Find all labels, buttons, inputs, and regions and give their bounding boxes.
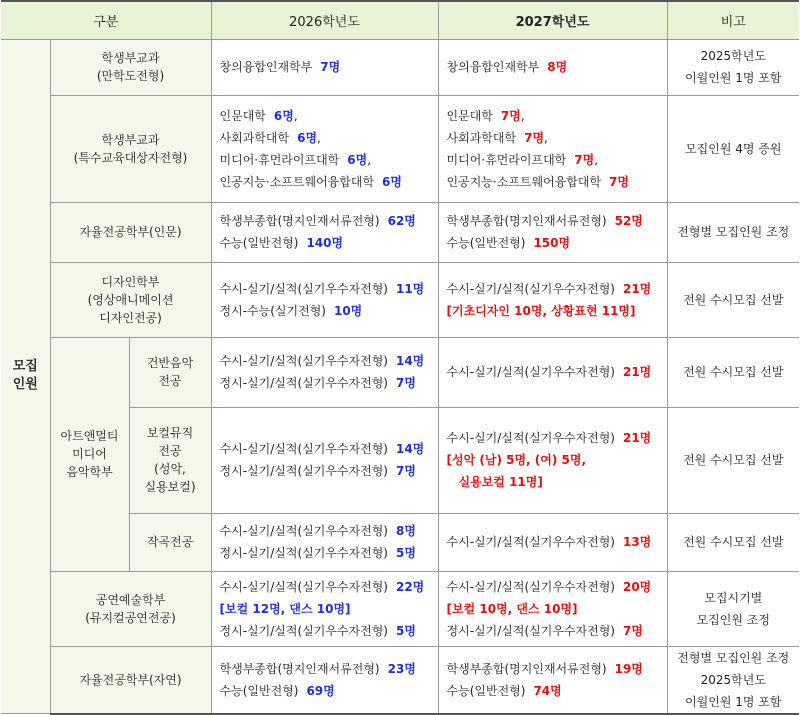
entry-text: 수시-실기/실적(실기우수자전형) bbox=[446, 281, 615, 296]
entry-count: 19명 bbox=[614, 661, 643, 676]
entry-text: 수능(일반전형) bbox=[446, 236, 526, 250]
entry-count: 7명 bbox=[622, 623, 643, 638]
row-label bbox=[50, 202, 211, 262]
table-row bbox=[1, 202, 799, 262]
entry-line bbox=[220, 149, 430, 171]
text-line: (특수교육대상자전형) bbox=[73, 150, 188, 165]
entry-count: 140명 bbox=[306, 236, 344, 250]
entry-text: 정시-실기/실적(실기우수자전형) bbox=[446, 623, 615, 638]
entry-count: 6명 bbox=[297, 130, 318, 145]
text-line: 2025학년도 bbox=[700, 49, 766, 63]
text-line: 전원 수시모집 선발 bbox=[683, 535, 784, 549]
entry-count: 69명 bbox=[306, 683, 335, 698]
entry-text: 정시-실기/실적(실기우수자전형) bbox=[219, 623, 388, 638]
entry-count: 23명 bbox=[387, 661, 416, 676]
row-label bbox=[129, 407, 211, 513]
entry-text: 수시-실기/실적(실기우수자전형) bbox=[219, 442, 388, 456]
text-line: 자율전공학부(자연) bbox=[79, 672, 182, 687]
entry-count: 22명 bbox=[395, 579, 425, 594]
cell-2026 bbox=[211, 202, 438, 262]
header-2027: 2027학년도 bbox=[438, 1, 667, 39]
text-line: 전원 수시모집 선발 bbox=[683, 292, 784, 307]
admission-comparison-table bbox=[1, 0, 799, 715]
note-cell bbox=[667, 571, 799, 646]
entry-text: 수능(일반전형) bbox=[446, 683, 526, 698]
entry-count: 150명 bbox=[533, 236, 571, 250]
text-line: 보컬뮤직 bbox=[146, 426, 194, 440]
entry-count: 6명 bbox=[347, 152, 368, 167]
text-line: 이월인원 1명 포함 bbox=[685, 694, 782, 709]
cell-2027 bbox=[438, 262, 667, 337]
entry-line bbox=[220, 620, 430, 642]
entry-line bbox=[447, 278, 659, 300]
entry-count: 실용보컬 11명] bbox=[458, 475, 543, 489]
entry-line bbox=[447, 127, 659, 149]
entry-line bbox=[447, 171, 659, 193]
text-line: 디자인학부 bbox=[101, 274, 160, 289]
cell-2027 bbox=[438, 646, 667, 714]
entry-count: 14명 bbox=[395, 442, 425, 456]
entry-count: 6명 bbox=[382, 174, 402, 189]
entry-count: 6명 bbox=[273, 108, 294, 123]
row-label bbox=[129, 513, 211, 571]
cell-2027 bbox=[438, 337, 667, 407]
entry-text: 창의융합인재학부 bbox=[219, 60, 313, 74]
entry-line bbox=[447, 576, 659, 598]
entry-count: 7명 bbox=[574, 152, 595, 167]
entry-text: 수시-실기/실적(실기우수자전형) bbox=[219, 281, 388, 296]
entry-count: 7명 bbox=[320, 60, 341, 74]
entry-line bbox=[220, 542, 430, 564]
entry-line bbox=[447, 300, 659, 322]
text-line: (성악, bbox=[154, 462, 186, 476]
entry-text: 사회과학대학 bbox=[219, 130, 290, 145]
row-label bbox=[50, 646, 211, 714]
text-line: 모집인원 4명 증원 bbox=[685, 141, 782, 156]
entry-line bbox=[220, 658, 430, 680]
entry-text: 수능(일반전형) bbox=[219, 236, 299, 250]
row-label bbox=[50, 39, 211, 95]
header-2026: 2026학년도 bbox=[211, 1, 438, 39]
entry-count: 20명 bbox=[622, 579, 652, 594]
entry-line bbox=[447, 427, 659, 449]
cell-2026 bbox=[211, 95, 438, 202]
entry-count: 13명 bbox=[622, 535, 652, 549]
entry-line bbox=[220, 300, 430, 322]
entry-text: 학생부종합(명지인재서류전형) bbox=[219, 214, 380, 228]
text-line: 이월인원 1명 포함 bbox=[685, 71, 782, 85]
entry-text: 수시-실기/실적(실기우수자전형) bbox=[219, 579, 388, 594]
entry-text: 정시-실기/실적(실기우수자전형) bbox=[219, 376, 388, 390]
entry-count: 62명 bbox=[387, 214, 416, 228]
table-row bbox=[1, 337, 799, 407]
entry-line bbox=[447, 56, 659, 78]
entry-count: 11명 bbox=[395, 281, 425, 296]
cell-2026 bbox=[211, 646, 438, 714]
row-label bbox=[129, 337, 211, 407]
row-label bbox=[50, 262, 211, 337]
entry-line bbox=[447, 105, 659, 127]
entry-count: [성악 (남) 5명, (여) 5명, bbox=[446, 453, 587, 467]
text-line: 건반음악 bbox=[146, 356, 194, 370]
entry-count: 21명 bbox=[622, 365, 652, 379]
entry-line bbox=[220, 680, 430, 702]
section-label-line: 인원 bbox=[12, 377, 38, 393]
entry-separator: , bbox=[594, 152, 599, 167]
entry-line bbox=[220, 576, 430, 598]
entry-count: 7명 bbox=[500, 108, 521, 123]
entry-text: 인공지능·소프트웨어융합대학 bbox=[219, 174, 375, 189]
entry-line bbox=[220, 598, 430, 620]
entry-text: 미디어·휴먼라이프대학 bbox=[219, 152, 340, 167]
table-row bbox=[1, 571, 799, 646]
text-line: 전형별 모집인원 조정 bbox=[677, 225, 790, 239]
header-row bbox=[1, 1, 799, 39]
entry-separator: , bbox=[293, 108, 298, 123]
entry-line bbox=[220, 350, 430, 372]
entry-line bbox=[447, 449, 659, 471]
note-cell bbox=[667, 646, 799, 714]
entry-line bbox=[220, 105, 430, 127]
entry-count: 21명 bbox=[622, 431, 652, 445]
entry-line bbox=[220, 210, 430, 232]
cell-2026 bbox=[211, 407, 438, 513]
entry-text: 수능(일반전형) bbox=[219, 683, 299, 698]
entry-line bbox=[447, 210, 659, 232]
entry-text: 인문대학 bbox=[219, 108, 266, 123]
text-line: 디자인전공) bbox=[99, 310, 162, 325]
cell-2027 bbox=[438, 407, 667, 513]
entry-count: [보컬 10명, 댄스 10명] bbox=[446, 601, 578, 616]
entry-line bbox=[220, 127, 430, 149]
entry-count: 8명 bbox=[547, 60, 568, 74]
text-line: 2025학년도 bbox=[700, 672, 766, 687]
text-line: (만학도전형) bbox=[96, 69, 165, 83]
entry-count: 14명 bbox=[395, 354, 425, 368]
entry-count: 5명 bbox=[395, 623, 416, 638]
entry-text: 학생부종합(명지인재서류전형) bbox=[219, 661, 380, 676]
text-line: 모집인원 조정 bbox=[696, 612, 770, 627]
entry-count: 74명 bbox=[533, 683, 562, 698]
entry-line bbox=[220, 520, 430, 542]
entry-line bbox=[447, 149, 659, 171]
entry-line bbox=[220, 232, 430, 254]
entry-line bbox=[447, 680, 659, 702]
entry-line bbox=[447, 658, 659, 680]
note-cell bbox=[667, 95, 799, 202]
cell-2027 bbox=[438, 202, 667, 262]
header-category: 구분 bbox=[1, 1, 211, 39]
entry-count: [보컬 12명, 댄스 10명] bbox=[219, 601, 351, 616]
entry-text: 학생부종합(명지인재서류전형) bbox=[446, 214, 607, 228]
entry-line bbox=[447, 531, 659, 553]
text-line: (뮤지컬공연전공) bbox=[85, 610, 176, 625]
text-line: 미디어 bbox=[72, 447, 107, 461]
cell-2027 bbox=[438, 571, 667, 646]
cell-2027 bbox=[438, 95, 667, 202]
entry-text: 수시-실기/실적(실기우수자전형) bbox=[446, 535, 615, 549]
text-line: 학생부교과 bbox=[101, 51, 160, 65]
entry-text: 정시-수능(실기전형) bbox=[219, 303, 326, 318]
entry-text: 정시-실기/실적(실기우수자전형) bbox=[219, 464, 388, 478]
text-line: 작곡전공 bbox=[146, 535, 194, 549]
cell-2026 bbox=[211, 571, 438, 646]
entry-text: 수시-실기/실적(실기우수자전형) bbox=[219, 354, 388, 368]
entry-text: 사회과학대학 bbox=[446, 130, 517, 145]
entry-line bbox=[447, 232, 659, 254]
entry-line bbox=[220, 372, 430, 394]
text-line: 학생부교과 bbox=[101, 132, 160, 147]
entry-text: 수시-실기/실적(실기우수자전형) bbox=[446, 365, 615, 379]
entry-text: 수시-실기/실적(실기우수자전형) bbox=[446, 579, 615, 594]
cell-2026 bbox=[211, 262, 438, 337]
entry-line bbox=[447, 361, 659, 383]
note-cell bbox=[667, 262, 799, 337]
cell-2026 bbox=[211, 39, 438, 95]
entry-separator: , bbox=[520, 108, 525, 123]
entry-count: 7명 bbox=[524, 130, 545, 145]
note-cell bbox=[667, 39, 799, 95]
cell-2027 bbox=[438, 513, 667, 571]
note-cell bbox=[667, 337, 799, 407]
table-row bbox=[1, 262, 799, 337]
entry-separator: , bbox=[367, 152, 372, 167]
table-row bbox=[1, 95, 799, 202]
entry-count: 8명 bbox=[395, 524, 416, 538]
text-line: (영상애니메이션 bbox=[87, 292, 174, 307]
row-label bbox=[50, 571, 211, 646]
entry-line bbox=[220, 278, 430, 300]
cell-2026 bbox=[211, 337, 438, 407]
entry-text: 인문대학 bbox=[446, 108, 493, 123]
entry-count: 7명 bbox=[395, 464, 416, 478]
text-line: 전형별 모집인원 조정 bbox=[677, 650, 790, 665]
entry-separator: , bbox=[544, 130, 548, 145]
entry-text: 미디어·휴먼라이프대학 bbox=[446, 152, 567, 167]
entry-count: 10명 bbox=[333, 303, 363, 318]
header-note: 비고 bbox=[667, 1, 799, 39]
text-line: 전원 수시모집 선발 bbox=[683, 453, 784, 467]
entry-line bbox=[447, 471, 659, 493]
entry-text: 학생부종합(명지인재서류전형) bbox=[446, 661, 607, 676]
entry-line bbox=[220, 460, 430, 482]
entry-text: 인공지능·소프트웨어융합대학 bbox=[446, 174, 602, 189]
table-row bbox=[1, 646, 799, 714]
entry-line bbox=[220, 438, 430, 460]
text-line: 실용보컬) bbox=[144, 480, 196, 494]
entry-separator: , bbox=[317, 130, 321, 145]
note-cell bbox=[667, 407, 799, 513]
row-label bbox=[50, 95, 211, 202]
entry-line bbox=[447, 598, 659, 620]
entry-count: 21명 bbox=[622, 281, 652, 296]
entry-text: 창의융합인재학부 bbox=[446, 60, 540, 74]
entry-line bbox=[447, 620, 659, 642]
entry-line bbox=[220, 56, 430, 78]
entry-line bbox=[220, 171, 430, 193]
note-cell bbox=[667, 513, 799, 571]
entry-count: 52명 bbox=[614, 214, 643, 228]
note-cell bbox=[667, 202, 799, 262]
text-line: 전공 bbox=[158, 444, 182, 458]
text-line: 공연예술학부 bbox=[95, 592, 166, 607]
entry-text: 수시-실기/실적(실기우수자전형) bbox=[446, 431, 615, 445]
section-label-line: 모집 bbox=[12, 359, 38, 375]
entry-count: 7명 bbox=[609, 174, 629, 189]
entry-text: 정시-실기/실적(실기우수자전형) bbox=[219, 546, 388, 560]
entry-count: 7명 bbox=[395, 376, 416, 390]
entry-text: 수시-실기/실적(실기우수자전형) bbox=[219, 524, 388, 538]
text-line: 전공 bbox=[158, 374, 182, 388]
text-line: 전원 수시모집 선발 bbox=[683, 365, 784, 379]
cell-2026 bbox=[211, 513, 438, 571]
text-line: 아트앤멀티 bbox=[60, 429, 119, 443]
cell-2027 bbox=[438, 39, 667, 95]
entry-count: 5명 bbox=[395, 546, 416, 560]
text-line: 모집시기별 bbox=[704, 590, 763, 605]
table-row bbox=[1, 39, 799, 95]
entry-count: [기초디자인 10명, 상황표현 11명] bbox=[446, 303, 636, 318]
text-line: 음악학부 bbox=[66, 465, 113, 479]
section-label bbox=[1, 39, 50, 714]
group-label bbox=[50, 337, 129, 571]
text-line: 자율전공학부(인문) bbox=[79, 225, 182, 239]
